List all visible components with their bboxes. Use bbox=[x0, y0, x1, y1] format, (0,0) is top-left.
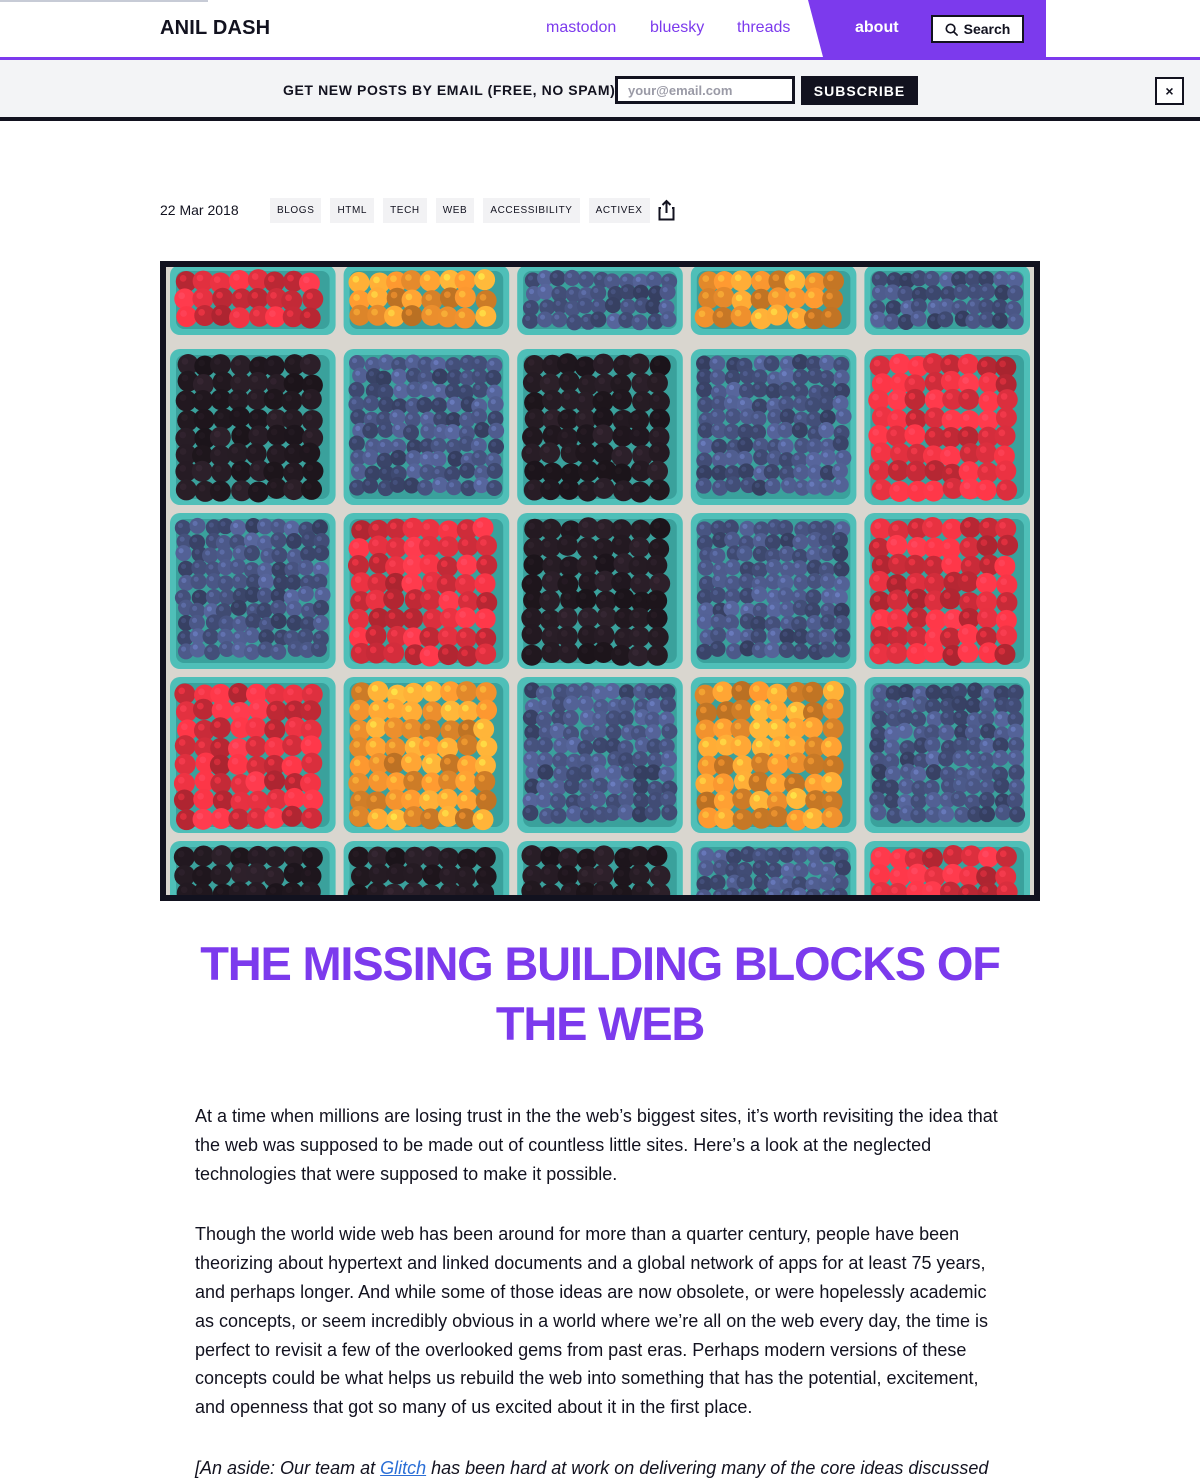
reading-progress-bar bbox=[0, 0, 208, 2]
site-logo[interactable]: ANIL DASH bbox=[160, 17, 271, 39]
tag-html[interactable]: HTML bbox=[330, 198, 374, 223]
close-icon: × bbox=[1165, 83, 1174, 99]
post-date: 22 Mar 2018 bbox=[160, 202, 239, 218]
post-body bbox=[195, 1102, 1010, 1480]
tag-web[interactable]: WEB bbox=[436, 198, 475, 223]
aside-text-end: has been hard at work on delivering many of the core ideas discussed bbox=[426, 1457, 989, 1478]
aside-paragraph bbox=[195, 1454, 1010, 1480]
tag-tech[interactable]: TECH bbox=[383, 198, 427, 223]
tag-accessibility[interactable]: ACCESSIBILITY bbox=[483, 198, 579, 223]
aside-text-start: [An aside: Our team at bbox=[195, 1457, 381, 1478]
subscribe-bar bbox=[0, 60, 1200, 121]
tag-blogs[interactable]: BLOGS bbox=[270, 198, 321, 223]
nav-link-bluesky[interactable]: bluesky bbox=[650, 19, 705, 36]
body-paragraph: Though the world wide web has been around for more than a quarter century, people have been theorizing about hypertext and linked documents and a global network of apps for at least 75 years, and perhaps longer. And while some of those ideas are now obsolete, or were hopelessly academic as concepts, or seem incredibly obvious in a world where we’re all on the web every day, the time is perfect to revisit a few of the overlooked gems from past eras. Perhaps modern versions of these concepts could be what helps us rebuild the web into something that has the potential, excitement, and openness that got so many of us excited about it in the first place. bbox=[195, 1224, 989, 1418]
glitch-link[interactable]: Glitch bbox=[380, 1457, 427, 1478]
close-subscribe-button[interactable] bbox=[1155, 77, 1184, 105]
subscribe-button[interactable]: SUBSCRIBE bbox=[801, 76, 918, 105]
search-button-label: Search bbox=[963, 21, 1011, 37]
hero-image bbox=[160, 261, 1040, 901]
post-title: THE MISSING BUILDING BLOCKS OF THE WEB bbox=[200, 937, 1000, 1050]
subscribe-label: GET NEW POSTS BY EMAIL (FREE, NO SPAM) bbox=[283, 82, 616, 98]
search-button[interactable] bbox=[931, 15, 1024, 43]
search-icon bbox=[945, 23, 958, 36]
nav-link-threads[interactable]: threads bbox=[737, 19, 791, 36]
email-field[interactable] bbox=[615, 76, 795, 104]
site-header bbox=[0, 0, 1200, 60]
nav-link-mastodon[interactable]: mastodon bbox=[546, 19, 617, 36]
tag-list bbox=[270, 198, 650, 223]
nav-link-about[interactable]: about bbox=[855, 19, 899, 36]
share-icon[interactable] bbox=[657, 199, 676, 221]
intro-paragraph: At a time when millions are losing trust in the the web’s biggest sites, it’s worth revisiting the idea that the web was supposed to be made out of countless little sites. Here’s a look at the neglected technologies that were supposed to make it possible. bbox=[195, 1106, 998, 1184]
tag-activex[interactable]: ACTIVEX bbox=[589, 198, 650, 223]
berry-crates-photo bbox=[166, 267, 1034, 895]
